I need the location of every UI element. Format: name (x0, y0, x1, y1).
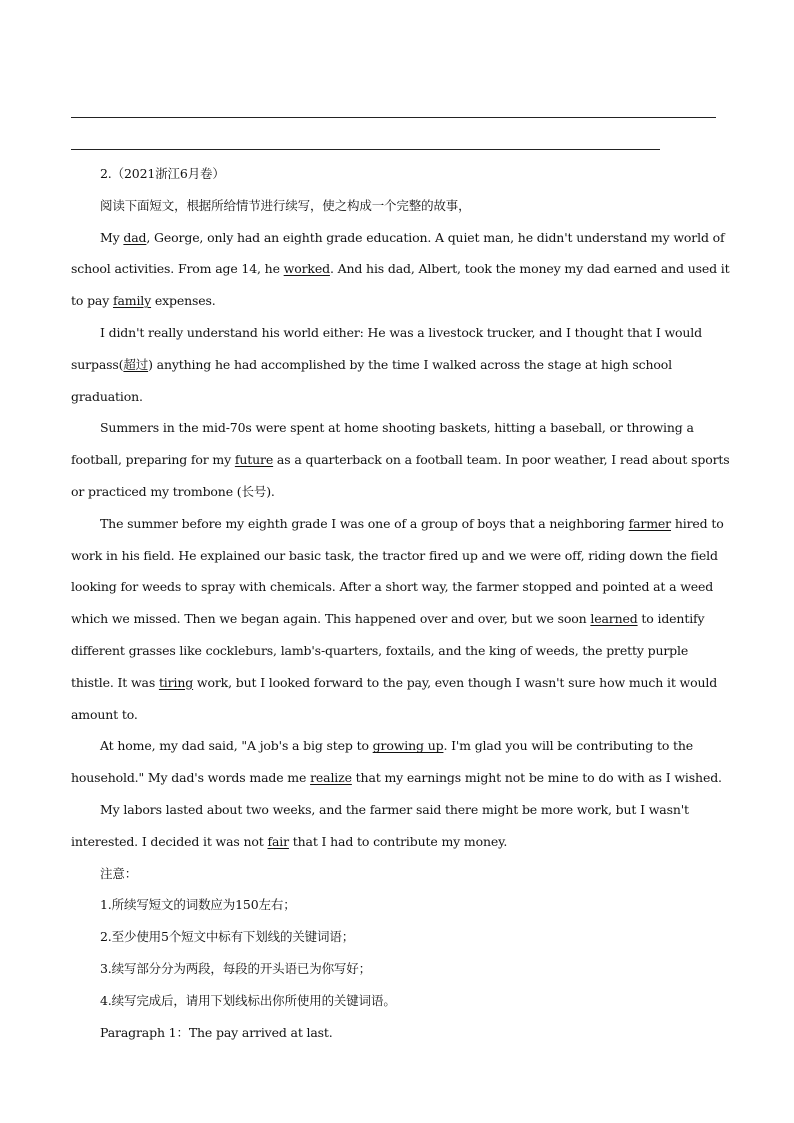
key-word: fair (267, 833, 289, 849)
passage-text: The summer before my eighth grade I was one of a group of boys that a neighboring (100, 515, 629, 531)
passage-text: Summers in the mid-70s were spent at home shooting baskets, hitting a baseball, or throwing a football, preparing for my (71, 420, 694, 468)
notes-title: 注意： (100, 865, 138, 881)
key-word: growing up (372, 738, 444, 754)
key-word: worked (283, 261, 330, 277)
note-item: 2.至少使用5个短文中标有下划线的关键词语； (100, 929, 355, 945)
note-item: 4.续写完成后，请用下划线标出你所使用的关键词语。 (100, 992, 396, 1008)
question-heading: 2.（2021浙江6月卷） (100, 166, 225, 181)
note-item: 3.续写部分分为两段，每段的开头语已为你写好； (100, 960, 371, 976)
passage-text: My (100, 229, 124, 245)
passage-text: as a quarterback on a football team. In poor weather, I read about sports or practiced my trombone (长号). (71, 452, 730, 499)
passage-paragraph (71, 508, 731, 731)
passage-text: that my earnings might not be mine to do with as I wished. (351, 770, 722, 786)
passage-text: ) anything he had accomplished by the time I walked across the stage at high school graduation. (71, 356, 672, 404)
key-word: dad (123, 229, 147, 245)
key-word: realize (310, 770, 352, 786)
passage-paragraph (71, 222, 731, 317)
passage-text: hired to work in his field. He explained our basic task, the tractor fired up and we were off, riding down the field looking for weeds to spray with chemicals. After a short way, the farmer stopped and pointed at a weed which we missed. Then we began again. This happened over and over, but we soon (71, 515, 724, 627)
passage-text: . And his dad, Albert, took the money my dad earned and used it to pay (71, 261, 730, 309)
passage-text: , George, only had an eighth grade education. A quiet man, he didn't understand my world of school activities. From age 14, he (71, 229, 725, 277)
passage-paragraph (71, 412, 731, 507)
instruction: 阅读下面短文，根据所给情节进行续写，使之构成一个完整的故事， (100, 197, 471, 213)
key-word: future (234, 452, 274, 468)
key-word: learned (590, 611, 638, 627)
passage (71, 222, 731, 858)
key-word: family (112, 293, 152, 309)
passage-text: that I had to contribute my money. (288, 833, 508, 849)
passage-text: work, but I looked forward to the pay, even though I wasn't sure how much it would amount to. (71, 674, 718, 722)
passage-text: . I'm glad you will be contributing to the household." My dad's words made me (71, 738, 694, 786)
passage-paragraph (71, 794, 731, 858)
passage-text: to identify different grasses like cockleburs, lamb's-quarters, foxtails, and the king of weeds, the pretty purple thistle. It was (71, 611, 705, 690)
answer-line (71, 117, 716, 118)
question-body (71, 158, 731, 1048)
key-word: tiring (158, 674, 194, 690)
passage-text: expenses. (151, 293, 216, 309)
passage-text: At home, my dad said, "A job's a big step to (100, 738, 373, 754)
key-word: farmer (628, 515, 672, 531)
answer-line (71, 149, 660, 150)
passage-text: My labors lasted about two weeks, and the farmer said there might be more work, but I wasn't interested. I decided it was not (71, 801, 689, 849)
note-item: 1.所续写短文的词数应为150左右； (100, 897, 296, 913)
paragraph-1-prompt: Paragraph 1：The pay arrived at last. (100, 1024, 333, 1040)
passage-paragraph (71, 317, 731, 412)
key-word: 超过 (123, 356, 149, 372)
passage-text: I didn't really understand his world either: He was a livestock trucker, and I thought that I would surpass( (71, 324, 703, 372)
passage-paragraph (71, 730, 731, 794)
